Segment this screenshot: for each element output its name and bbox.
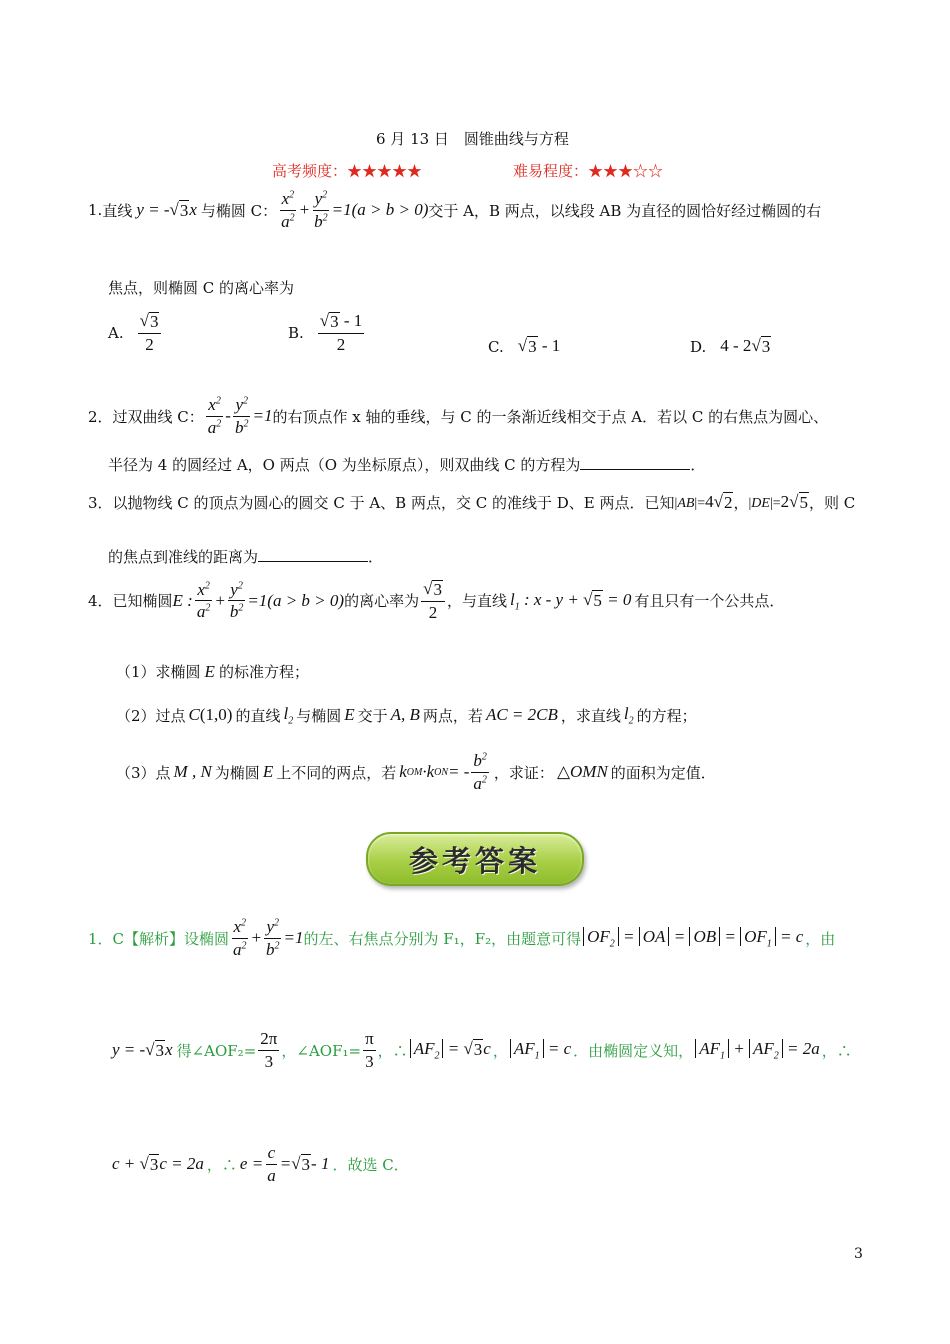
formula-hyperbola: $\frac{x^2}{a^2}$ - $\frac{y^2}{b^2}$ =1 — [207, 395, 273, 437]
answer-blank[interactable] — [580, 455, 690, 470]
formula-de-length: |DE|=2 √ 5 — [748, 492, 809, 512]
formula-slopes: k OM ·k ON = - $\frac{b^2}{a^2}$ — [399, 751, 487, 793]
option-c[interactable] — [488, 336, 560, 357]
option-a-label: A. — [108, 323, 124, 342]
question-3-text-a: 3．以抛物线 C 的顶点为圆心的圆交 C 于 A、B 两点，交 C 的准线于 D、E 两点．已知 — [88, 494, 675, 512]
question-4-part-3 — [116, 752, 716, 793]
question-3-text-d: 的焦点到准线的距离为 — [108, 548, 259, 566]
part-3-text-e: 的面积为定值． — [610, 763, 716, 782]
answer-1-text-d: 得∠AOF₂= — [176, 1041, 257, 1060]
option-a-formula: √ 3 2 — [138, 312, 162, 354]
formula-equal-distances: $OF_2$ = OA = OB = $OF_1 = c$ — [583, 927, 803, 949]
question-1-line-1 — [88, 190, 821, 231]
answer-1-lead: 1．C【解析】设椭圆 — [88, 929, 230, 948]
answer-1-text-g: ， — [492, 1041, 508, 1060]
formula-triangle-omn: △OMN — [556, 762, 608, 782]
formula-line-l1: $l_1$ : x - y + √ 5 = 0 — [509, 589, 632, 613]
answer-1-text-b: 的左、右焦点分别为 F₁，F₂，由题意可得 — [303, 929, 582, 948]
formula-e: E — [262, 762, 274, 782]
question-3-text-c: ，则 C — [809, 494, 856, 512]
question-2-text-b: 的右顶点作 x 轴的垂线，与 C 的一条渐近线相交于点 A．若以 C 的右焦点为圆心、 — [272, 407, 829, 426]
option-a[interactable] — [108, 312, 163, 354]
part-2-text-g: 的方程； — [636, 706, 697, 725]
formula-sum-2a: $AF_1 + AF_2 = 2a$ — [695, 1039, 820, 1061]
answer-1-line-1 — [88, 918, 835, 959]
formula-pi-over-three: $\frac{\pi}{3}$ — [365, 1029, 374, 1071]
answer-1-line-3 — [112, 1144, 409, 1185]
option-b-formula: √ 3 - 1 2 — [319, 311, 363, 354]
frequency-stars: ★★★★★ — [347, 162, 423, 180]
formula-ac-cb: AC = 2CB — [485, 705, 558, 725]
answer-1-line-2 — [112, 1030, 852, 1071]
formula-mn: M , N — [173, 762, 212, 782]
question-4-text-d: 有且只有一个公共点． — [634, 592, 785, 611]
part-3-text-c: 上不同的两点，若 — [276, 763, 397, 782]
part-3-text-b: 为椭圆 — [214, 763, 260, 782]
formula-ellipse: $\frac{x^2}{a^2}$ + $\frac{y^2}{b^2}$ =1 — [233, 917, 304, 959]
page-number: 3 — [854, 1246, 863, 1262]
question-4-text-a: 4．已知椭圆 — [88, 592, 173, 611]
option-d-label: D. — [690, 337, 707, 356]
formula-ab-length: |AB|=4 √ 2 — [674, 492, 733, 512]
part-1-text-b: 的标准方程； — [218, 663, 309, 681]
question-4-line-1 — [88, 580, 784, 622]
question-4-text-b: 的离心率为 — [344, 592, 420, 611]
formula-l2: $l_2$ — [283, 704, 294, 727]
formula-c-sum: c + √ 3 c = 2a — [112, 1153, 204, 1174]
question-2-text-c: 半径为 4 的圆经过 A，O 两点（O 为坐标原点），则双曲线 C 的方程为 — [108, 456, 581, 474]
formula-eccentricity: √ 3 2 — [421, 580, 445, 622]
question-3-text-b: ， — [733, 494, 749, 512]
formula-line-eq: y = - √ 3 x — [112, 1039, 173, 1060]
part-2-text-f: ，求直线 — [560, 706, 621, 725]
difficulty-label: 难易程度： — [513, 162, 589, 180]
option-b[interactable] — [288, 312, 366, 354]
answer-key-badge — [366, 832, 584, 886]
part-2-text-c: 与椭圆 — [296, 706, 342, 725]
question-1-text-c: 交于 A，B 两点，以线段 AB 为直径的圆恰好经过椭圆的右 — [428, 201, 822, 220]
question-3-text-e: ． — [368, 548, 384, 566]
formula-ellipse: $\frac{x^2}{a^2}$ + $\frac{y^2}{b^2}$ =1(a > b > 0) — [281, 189, 429, 231]
formula-ab: A, B — [390, 705, 420, 725]
option-c-formula: √ 3 - 1 — [517, 336, 561, 356]
part-2-text-a: （2）过点 — [116, 706, 186, 725]
formula-eccentricity-result: e = $\frac{c}{a}$ = √ 3 - 1 — [239, 1143, 330, 1185]
answer-1-text-j: ，∴ — [206, 1155, 237, 1174]
question-4-part-1 — [116, 661, 309, 682]
question-2-line-1 — [88, 396, 828, 437]
question-4-text-c: ，与直线 — [446, 592, 507, 611]
formula-ellipse-e: E : $\frac{x^2}{a^2}$ + $\frac{y^2}{b^2}$ =1(a > b > 0) — [172, 579, 345, 622]
part-3-text-a: （3）点 — [116, 763, 171, 782]
formula-l2: $l_2$ — [623, 704, 634, 727]
formula-line-eq: y = - √ 3 x — [136, 199, 197, 220]
question-1-text-a: 直线 — [102, 201, 133, 220]
option-c-label: C. — [488, 337, 504, 356]
option-d[interactable] — [690, 336, 771, 357]
question-1-text-b: 与椭圆 C： — [200, 201, 278, 220]
formula-two-pi-over-three: $\frac{2\pi}{3}$ — [260, 1029, 278, 1071]
formula-e: E — [204, 661, 215, 681]
part-2-text-e: 两点，若 — [422, 706, 483, 725]
question-3-line-1 — [88, 492, 855, 513]
formula-af1: $AF_1 = c$ — [510, 1039, 571, 1061]
answer-1-text-k: ．故选 C． — [332, 1155, 409, 1174]
formula-af2: $AF_2$ = √ 3 c — [410, 1039, 491, 1061]
answer-key-label: 参考答案 — [408, 843, 541, 878]
difficulty-stars: ★★★☆☆ — [588, 162, 664, 180]
part-1-text-a: （1）求椭圆 — [116, 663, 201, 681]
part-2-text-b: 的直线 — [235, 706, 281, 725]
answer-1-text-h: ．由椭圆定义知， — [573, 1041, 694, 1060]
frequency-label: 高考频度： — [272, 162, 348, 180]
answer-1-text-e: ，∠AOF₁= — [281, 1041, 362, 1060]
question-2-text-d: ． — [690, 456, 706, 474]
formula-e: E — [344, 705, 355, 725]
question-2-line-2 — [108, 454, 705, 475]
option-d-formula: 4 - 2 √ 3 — [720, 336, 771, 356]
answer-1-text-i: ，∴ — [821, 1041, 852, 1060]
frequency-rating — [272, 160, 422, 181]
part-3-text-d: ，求证： — [493, 763, 554, 782]
answer-blank[interactable] — [258, 547, 368, 562]
question-4-part-2 — [116, 704, 697, 726]
difficulty-rating — [513, 160, 663, 181]
answer-1-text-f: ，∴ — [377, 1041, 408, 1060]
question-1-line-2: 焦点，则椭圆 C 的离心率为 — [108, 279, 295, 297]
question-2-text-a: 2．过双曲线 C： — [88, 407, 204, 426]
option-b-label: B. — [288, 323, 304, 342]
answer-1-text-c: ，由 — [805, 929, 836, 948]
part-2-text-d: 交于 — [357, 706, 388, 725]
question-1-number: 1. — [88, 201, 103, 220]
page-title: 6 月 13 日 圆锥曲线与方程 — [376, 130, 569, 148]
formula-point-c: C(1,0) — [188, 705, 233, 725]
question-3-line-2 — [108, 546, 383, 567]
